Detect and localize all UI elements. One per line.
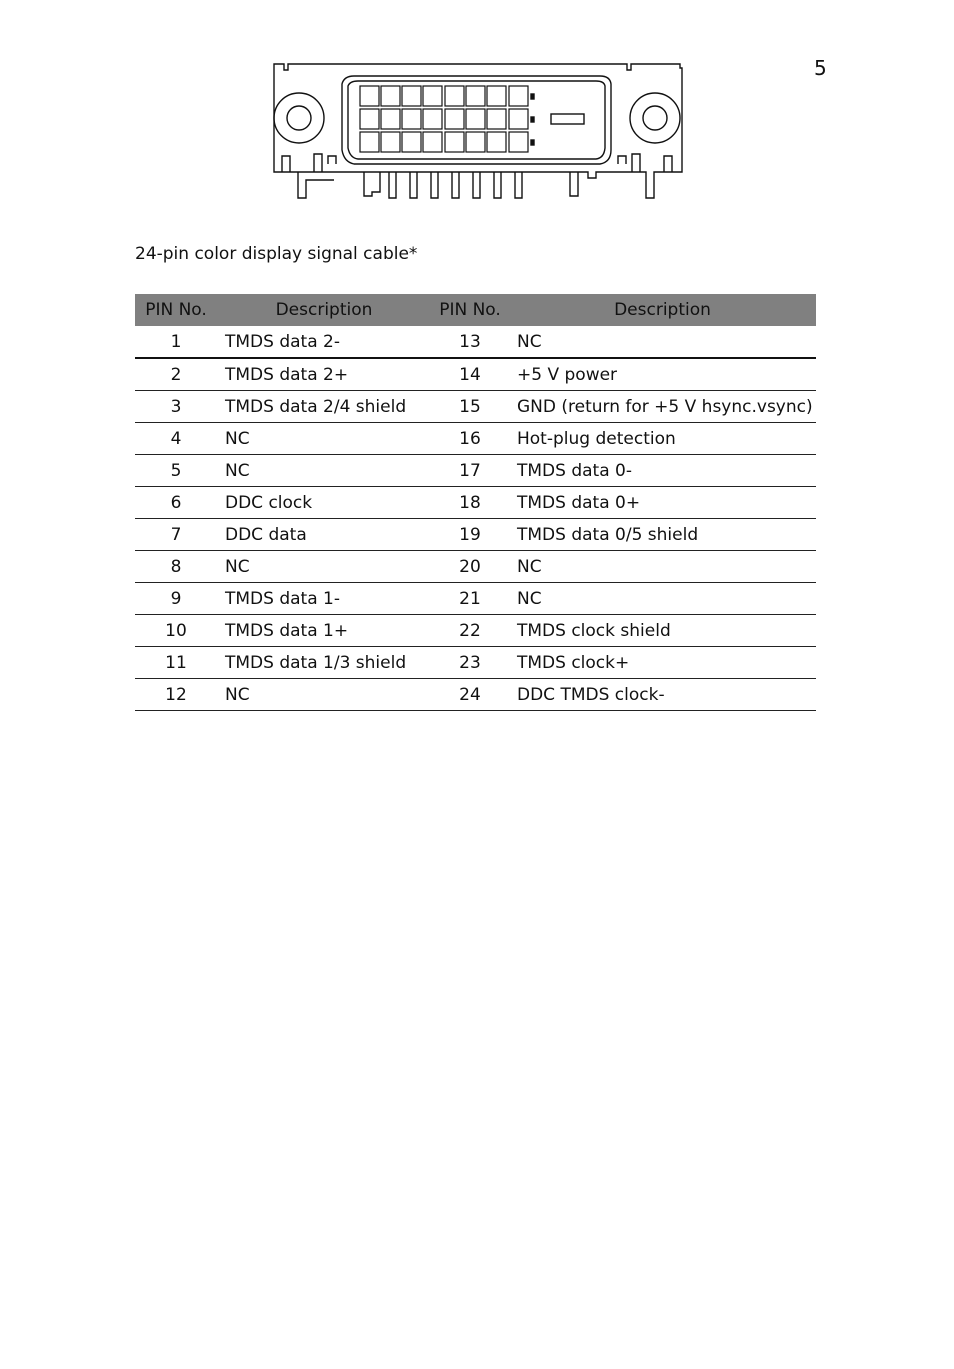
pin-description: NC bbox=[509, 326, 816, 358]
pin-number: 4 bbox=[135, 423, 217, 455]
table-row bbox=[135, 551, 816, 583]
pin-number: 20 bbox=[431, 551, 509, 583]
pin-description: TMDS data 2/4 shield bbox=[217, 391, 431, 423]
pin-description: DDC TMDS clock- bbox=[509, 679, 816, 711]
pin-description: TMDS clock shield bbox=[509, 615, 816, 647]
pin-number: 10 bbox=[135, 615, 217, 647]
pin-description: TMDS data 1/3 shield bbox=[217, 647, 431, 679]
table-row bbox=[135, 358, 816, 391]
pin-assignment-table bbox=[135, 294, 816, 711]
page-number: 5 bbox=[814, 56, 827, 80]
pin-number: 16 bbox=[431, 423, 509, 455]
pin-number: 13 bbox=[431, 326, 509, 358]
table-row bbox=[135, 647, 816, 679]
pin-description: NC bbox=[217, 455, 431, 487]
table-row bbox=[135, 583, 816, 615]
pin-description: GND (return for +5 V hsync.vsync) bbox=[509, 391, 816, 423]
table-row bbox=[135, 679, 816, 711]
pin-number: 8 bbox=[135, 551, 217, 583]
pin-description: TMDS data 0- bbox=[509, 455, 816, 487]
pin-number: 22 bbox=[431, 615, 509, 647]
header-description: Description bbox=[217, 294, 431, 326]
pin-number: 11 bbox=[135, 647, 217, 679]
pin-number: 14 bbox=[431, 358, 509, 391]
table-row bbox=[135, 519, 816, 551]
pin-description: TMDS data 1+ bbox=[217, 615, 431, 647]
pin-number: 19 bbox=[431, 519, 509, 551]
pin-number: 18 bbox=[431, 487, 509, 519]
pin-description: NC bbox=[217, 679, 431, 711]
pin-description: DDC clock bbox=[217, 487, 431, 519]
pin-description: NC bbox=[509, 551, 816, 583]
pin-description: +5 V power bbox=[509, 358, 816, 391]
header-pin-no: PIN No. bbox=[135, 294, 217, 326]
table-row bbox=[135, 487, 816, 519]
pin-number: 6 bbox=[135, 487, 217, 519]
pin-number: 2 bbox=[135, 358, 217, 391]
pin-number: 3 bbox=[135, 391, 217, 423]
table-row bbox=[135, 615, 816, 647]
pin-number: 24 bbox=[431, 679, 509, 711]
table-row bbox=[135, 423, 816, 455]
pin-number: 1 bbox=[135, 326, 217, 358]
pin-number: 21 bbox=[431, 583, 509, 615]
pin-number: 9 bbox=[135, 583, 217, 615]
pin-number: 7 bbox=[135, 519, 217, 551]
pin-description: TMDS data 2- bbox=[217, 326, 431, 358]
pin-description: NC bbox=[509, 583, 816, 615]
table-caption: 24-pin color display signal cable* bbox=[135, 244, 418, 264]
table-row bbox=[135, 326, 816, 358]
pin-description: TMDS data 0/5 shield bbox=[509, 519, 816, 551]
pin-description: NC bbox=[217, 551, 431, 583]
pin-description: Hot-plug detection bbox=[509, 423, 816, 455]
table-header-row bbox=[135, 294, 816, 326]
pin-number: 17 bbox=[431, 455, 509, 487]
pin-description: TMDS data 1- bbox=[217, 583, 431, 615]
table-row bbox=[135, 391, 816, 423]
pin-number: 23 bbox=[431, 647, 509, 679]
pin-description: TMDS data 0+ bbox=[509, 487, 816, 519]
pin-description: DDC data bbox=[217, 519, 431, 551]
pin-description: TMDS clock+ bbox=[509, 647, 816, 679]
header-pin-no-2: PIN No. bbox=[431, 294, 509, 326]
pin-description: NC bbox=[217, 423, 431, 455]
pin-number: 12 bbox=[135, 679, 217, 711]
table-row bbox=[135, 455, 816, 487]
pin-number: 15 bbox=[431, 391, 509, 423]
pin-number: 5 bbox=[135, 455, 217, 487]
header-description-2: Description bbox=[509, 294, 816, 326]
dvi-connector-diagram bbox=[270, 60, 684, 202]
pin-description: TMDS data 2+ bbox=[217, 358, 431, 391]
